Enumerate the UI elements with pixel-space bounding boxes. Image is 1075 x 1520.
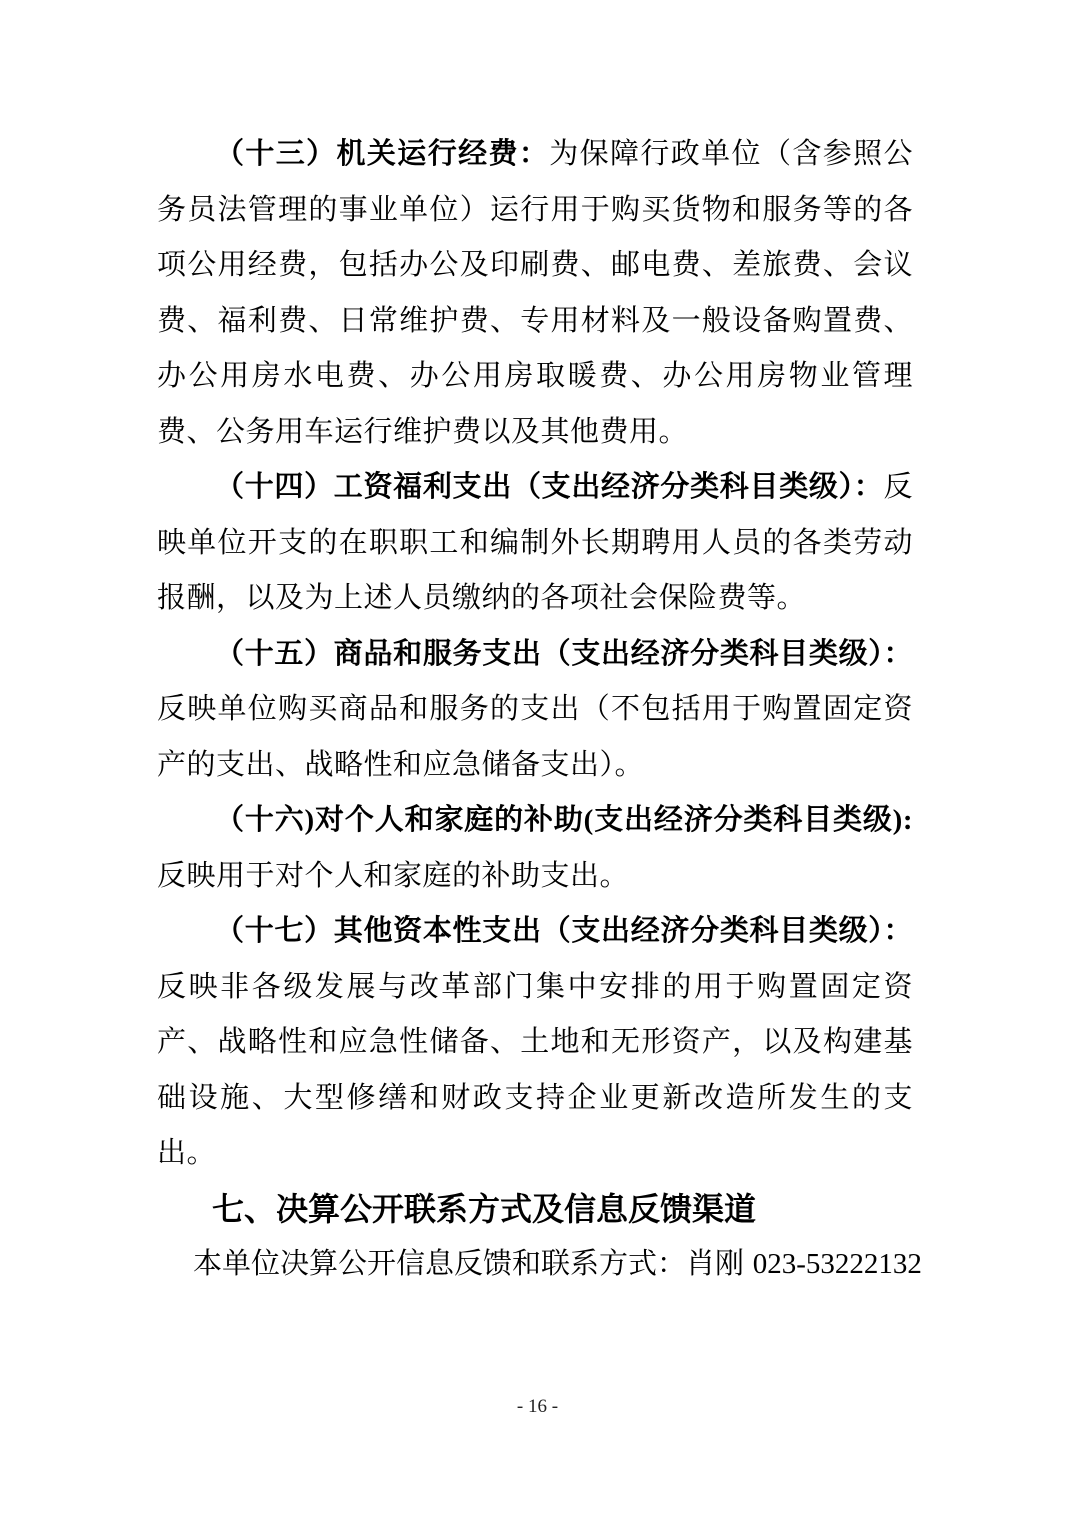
paragraph-lead: （十七）其他资本性支出（支出经济分类科目类级）： xyxy=(215,915,913,947)
paragraph-body: 反映单位开支的在职职工和编制外长期聘用人员的各类劳动报酬，以及为上述人员缴纳的各项社会保险费等。 xyxy=(157,471,913,614)
page-number: - 16 - xyxy=(516,1396,559,1417)
paragraph-lead: （十五）商品和服务支出（支出经济分类科目类级）： xyxy=(215,637,913,670)
section-heading: 七、决算公开联系方式及信息反馈渠道 xyxy=(212,1190,757,1227)
paragraph-14-salary-welfare-expenditure xyxy=(157,460,913,627)
paragraph-body: 反映用于对个人和家庭的补助支出。 xyxy=(157,859,630,892)
document-body xyxy=(157,127,922,1293)
paragraph-15-goods-services-expenditure xyxy=(157,627,913,794)
contact-label: 本单位决算公开信息反馈和联系方式： xyxy=(193,1248,687,1280)
paragraph-lead: （十四）工资福利支出（支出经济分类科目类级）： xyxy=(215,471,884,503)
contact-phone: 023-53222132 xyxy=(752,1248,922,1280)
paragraph-body: 反映非各级发展与改革部门集中安排的用于购置固定资产、战略性和应急性储备、土地和无形资产，以及构建基础设施、大型修缮和财政支持企业更新改造所发生的支出。 xyxy=(157,970,913,1169)
paragraph-body: 为保障行政单位（含参照公务员法管理的事业单位）运行用于购买货物和服务等的各项公用经费，包括办公及印刷费、邮电费、差旅费、会议费、福利费、日常维护费、专用材料及一般设备购置费、办公用房水电费、办公用房取暖费、办公用房物业管理费、公务用车运行维护费以及其他费用。 xyxy=(157,138,913,448)
paragraph-17-other-capital-expenditure xyxy=(157,904,913,1182)
paragraph-body: 反映单位购买商品和服务的支出（不包括用于购置固定资产的支出、战略性和应急储备支出）。 xyxy=(157,693,913,781)
paragraph-16-individual-family-subsidy xyxy=(157,793,913,904)
paragraph-lead: （十六)对个人和家庭的补助(支出经济分类科目类级): xyxy=(215,804,913,836)
contact-name: 肖刚 xyxy=(686,1248,745,1280)
contact-line xyxy=(157,1237,922,1293)
paragraph-13-organ-operating-expenses xyxy=(157,127,913,460)
paragraph-lead: （十三）机关运行经费： xyxy=(215,138,550,170)
